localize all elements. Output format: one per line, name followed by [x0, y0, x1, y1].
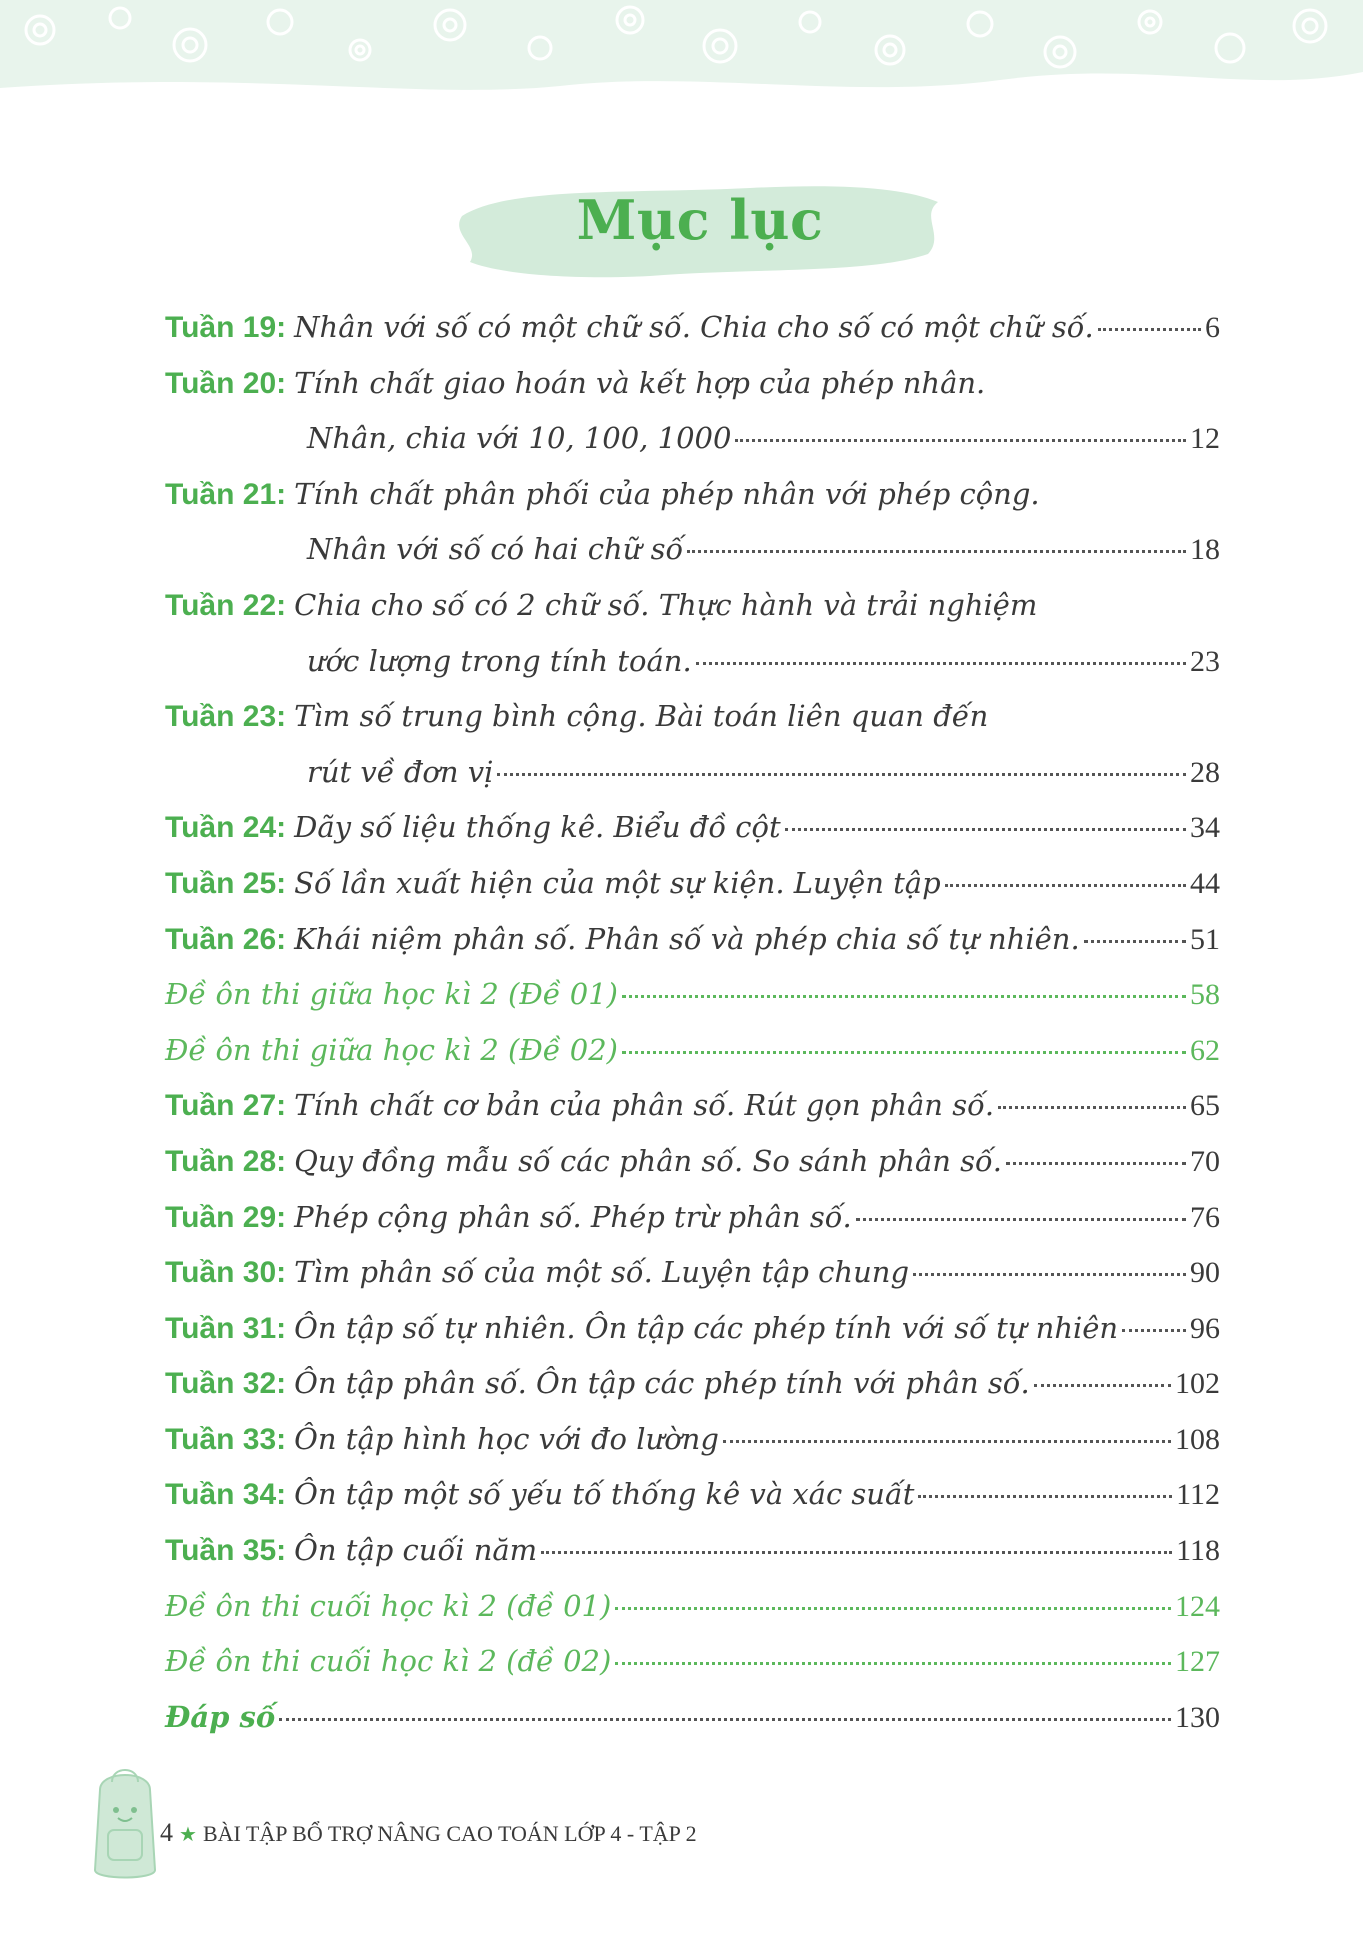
toc-page-number: 62: [1190, 1033, 1220, 1067]
dot-leader: [622, 995, 1186, 998]
star-icon: ★: [179, 1824, 197, 1846]
dot-leader: [1006, 1162, 1186, 1165]
toc-week-label: Tuần 27:: [165, 1089, 287, 1123]
toc-entry: [165, 421, 1220, 477]
page-footer: [80, 1760, 780, 1890]
toc-entry-title: Đề ôn thi giữa học kì 2 (Đề 01): [165, 977, 618, 1012]
toc-entry-title: Nhân, chia với 10, 100, 1000: [307, 421, 732, 456]
toc-page-number: 124: [1175, 1589, 1220, 1623]
toc-entry-title: Ôn tập một số yếu tố thống kê và xác suất: [294, 1477, 915, 1512]
toc-page-number: 108: [1175, 1422, 1220, 1456]
toc-week-label: Tuần 28:: [165, 1144, 287, 1178]
toc-week-label: Tuần 25:: [165, 866, 287, 900]
toc-entry: [165, 1533, 1220, 1589]
toc-entry: [165, 755, 1220, 811]
toc-week-label: Tuần 30:: [165, 1256, 287, 1290]
page-number: 4: [160, 1818, 173, 1847]
toc-page-number: 102: [1175, 1367, 1220, 1401]
dot-leader: [1084, 940, 1186, 943]
toc-page-number: 58: [1190, 978, 1220, 1012]
toc-entry: [165, 1200, 1220, 1256]
toc-page-number: 44: [1190, 866, 1220, 900]
toc-entry-title: Ôn tập số tự nhiên. Ôn tập các phép tính với số tự nhiên: [294, 1310, 1119, 1345]
toc-page-number: 90: [1190, 1256, 1220, 1290]
toc-week-label: Tuần 21:: [165, 477, 287, 511]
toc-week-label: Tuần 24:: [165, 811, 287, 845]
toc-entry-title: Tìm số trung bình cộng. Bài toán liên quan đến: [294, 699, 989, 734]
toc-page-number: 96: [1190, 1311, 1220, 1345]
toc-entry: [165, 922, 1220, 978]
toc-page-number: 130: [1175, 1700, 1220, 1734]
toc-week-label: Tuần 19:: [165, 311, 287, 344]
toc-entry: [165, 1700, 1220, 1756]
toc-entry-title: Ôn tập cuối năm: [294, 1533, 538, 1568]
book-title: BÀI TẬP BỔ TRỢ NÂNG CAO TOÁN LỚP 4 - TẬP 2: [202, 1821, 697, 1846]
toc-week-label: Tuần 23:: [165, 700, 287, 734]
toc-entry: [165, 310, 1220, 366]
toc-page-number: 18: [1190, 533, 1220, 567]
toc-entry-title: Đề ôn thi giữa học kì 2 (Đề 02): [165, 1032, 618, 1067]
toc-entry: [165, 1477, 1220, 1533]
toc-entry-title: Tính chất giao hoán và kết hợp của phép nhân.: [294, 365, 986, 400]
toc-entry: [165, 1144, 1220, 1200]
dot-leader: [615, 1662, 1171, 1665]
toc-entry-title: Nhân với số có một chữ số. Chia cho số có một chữ số.: [294, 310, 1094, 344]
toc-page-number: 118: [1176, 1534, 1220, 1568]
toc-entry-title: Dãy số liệu thống kê. Biểu đồ cột: [294, 810, 781, 845]
toc-entry-title: Chia cho số có 2 chữ số. Thực hành và trải nghiệm: [294, 587, 1038, 622]
toc-page-number: 51: [1190, 922, 1220, 956]
toc-entry-title: Ôn tập hình học với đo lường: [294, 1421, 719, 1456]
toc-entry: [165, 1366, 1220, 1422]
toc-page-number: 76: [1190, 1200, 1220, 1234]
dot-leader: [1034, 1384, 1171, 1387]
dot-leader: [1122, 1329, 1186, 1332]
dot-leader: [615, 1607, 1171, 1610]
toc-entry-title: Tính chất phân phối của phép nhân với phép cộng.: [294, 476, 1040, 511]
toc-entry: [165, 644, 1220, 700]
toc-entry-title: Tìm phân số của một số. Luyện tập chung: [294, 1255, 910, 1290]
toc-entry-title: Quy đồng mẫu số các phân số. So sánh phân số.: [294, 1143, 1003, 1178]
toc-week-label: Tuần 35:: [165, 1534, 287, 1568]
title-block: [450, 176, 950, 286]
page-title: Mục lục: [576, 188, 824, 252]
toc-entry-title: Đề ôn thi cuối học kì 2 (đề 02): [165, 1644, 612, 1679]
toc-week-label: Tuần 33:: [165, 1422, 287, 1456]
dot-leader: [687, 550, 1186, 553]
toc-entry: [165, 866, 1220, 922]
dot-leader: [998, 1106, 1186, 1109]
toc-week-label: Tuần 26:: [165, 922, 287, 956]
dot-leader: [785, 828, 1186, 831]
dot-leader: [497, 773, 1186, 776]
toc-entry: [165, 1644, 1220, 1700]
toc-week-label: Tuần 31:: [165, 1311, 287, 1345]
toc-entry: [165, 366, 1220, 422]
toc-page-number: 12: [1190, 422, 1220, 456]
toc-entry: [165, 1422, 1220, 1478]
table-of-contents: [165, 310, 1220, 1755]
toc-entry: [165, 810, 1220, 866]
dot-leader: [856, 1218, 1186, 1221]
toc-entry: [165, 1589, 1220, 1645]
toc-entry-title: Tính chất cơ bản của phân số. Rút gọn phân số.: [294, 1088, 995, 1123]
backpack-icon: [80, 1760, 170, 1890]
toc-entry: [165, 699, 1220, 755]
dot-leader: [723, 1440, 1171, 1443]
toc-entry-title: Khái niệm phân số. Phân số và phép chia số tự nhiên.: [294, 921, 1080, 956]
toc-week-label: Tuần 32:: [165, 1367, 287, 1401]
dot-leader: [279, 1718, 1171, 1721]
toc-entry: [165, 477, 1220, 533]
dot-leader: [735, 439, 1186, 442]
toc-page-number: 34: [1190, 811, 1220, 845]
toc-week-label: Tuần 29:: [165, 1200, 287, 1234]
footer-text: [160, 1818, 697, 1848]
dot-leader: [918, 1495, 1172, 1498]
dot-leader: [913, 1273, 1186, 1276]
toc-page-number: 127: [1175, 1645, 1220, 1679]
toc-entry: [165, 1088, 1220, 1144]
dot-leader: [696, 662, 1186, 665]
toc-entry: [165, 532, 1220, 588]
toc-entry: [165, 588, 1220, 644]
toc-page-number: 65: [1190, 1089, 1220, 1123]
decorative-top-band: [0, 0, 1363, 110]
toc-entry-title: Phép cộng phân số. Phép trừ phân số.: [294, 1199, 852, 1234]
toc-entry: [165, 1033, 1220, 1089]
toc-page-number: 112: [1176, 1478, 1220, 1512]
toc-page-number: 6: [1205, 311, 1220, 344]
toc-week-label: Tuần 22:: [165, 588, 287, 622]
toc-page-number: 70: [1190, 1144, 1220, 1178]
toc-page-number: 28: [1190, 755, 1220, 789]
toc-entry: [165, 1311, 1220, 1367]
toc-entry-title: Đáp số: [165, 1699, 276, 1734]
toc-week-label: Tuần 34:: [165, 1478, 287, 1512]
toc-entry-title: Nhân với số có hai chữ số: [307, 532, 684, 567]
toc-entry-title: Ôn tập phân số. Ôn tập các phép tính với phân số.: [294, 1366, 1030, 1401]
toc-entry-title: rút về đơn vị: [307, 754, 494, 789]
toc-entry-title: Đề ôn thi cuối học kì 2 (đề 01): [165, 1588, 612, 1623]
toc-entry-title: ước lượng trong tính toán.: [307, 643, 692, 678]
dot-leader: [622, 1051, 1186, 1054]
dot-leader: [945, 884, 1186, 887]
toc-entry: [165, 977, 1220, 1033]
toc-entry-title: Số lần xuất hiện của một sự kiện. Luyện tập: [294, 865, 941, 900]
toc-week-label: Tuần 20:: [165, 366, 287, 400]
dot-leader: [1098, 328, 1201, 331]
toc-entry: [165, 1255, 1220, 1311]
dot-leader: [541, 1551, 1172, 1554]
toc-page-number: 23: [1190, 644, 1220, 678]
